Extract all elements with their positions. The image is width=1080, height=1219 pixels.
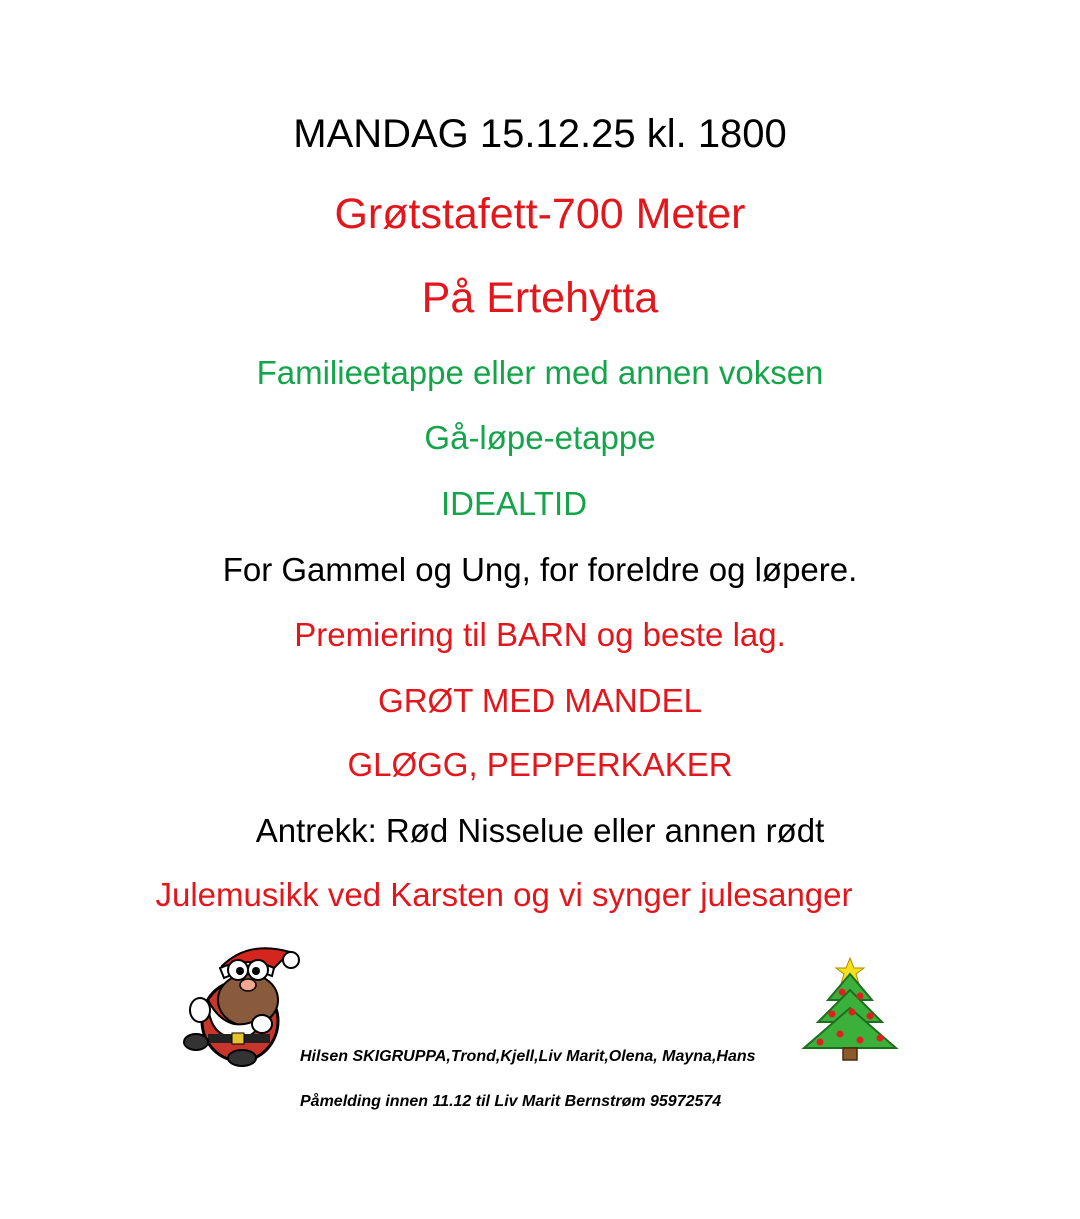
prizes-line: Premiering til BARN og beste lag. — [294, 616, 786, 653]
porridge-line: GRØT MED MANDEL — [378, 682, 702, 719]
mulled-wine-line: GLØGG, PEPPERKAKER — [347, 746, 733, 783]
signup-line: Påmelding innen 11.12 til Liv Marit Bernstrøm 95972574 — [300, 1093, 722, 1110]
christmas-tree-icon — [800, 956, 900, 1066]
date-heading: MANDAG 15.12.25 kl. 1800 — [293, 112, 787, 156]
ideal-time-line: IDEALTID — [440, 485, 588, 522]
audience-line: For Gammel og Ung, for foreldre og løpere. — [222, 551, 858, 588]
dress-code-line: Antrekk: Rød Nisselue eller annen rødt — [255, 812, 825, 849]
event-title: Grøtstafett-700 Meter — [334, 190, 746, 238]
family-leg-line: Familieetappe eller med annen voksen — [256, 354, 824, 391]
location-title: På Ertehytta — [421, 274, 659, 322]
music-line: Julemusikk ved Karsten og vi synger julesanger — [155, 876, 853, 913]
santa-clipart-icon — [178, 938, 303, 1068]
walk-run-leg-line: Gå-løpe-etappe — [424, 419, 656, 456]
greeting-line: Hilsen SKIGRUPPA,Trond,Kjell,Liv Marit,Olena, Mayna,Hans — [300, 1048, 756, 1065]
